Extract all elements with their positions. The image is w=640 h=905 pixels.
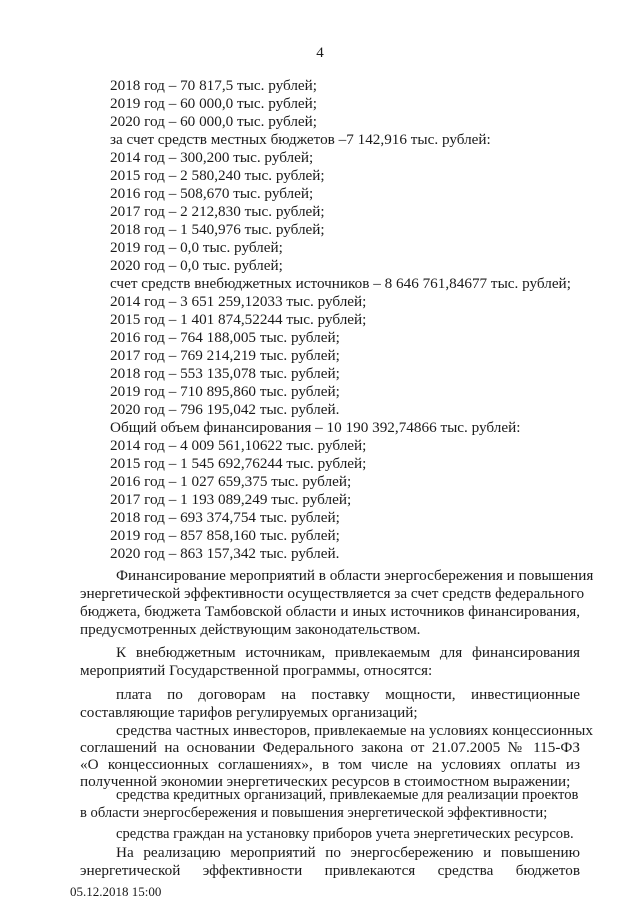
funding-line: 2019 год – 0,0 тыс. рублей;: [110, 239, 283, 256]
paragraph-line: Финансирование мероприятий в области энергосбережения и повышения: [116, 567, 594, 584]
paragraph-line: плата по договорам на поставку мощности, инвестиционные: [116, 686, 580, 703]
paragraph-line: мероприятий Государственной программы, относятся:: [80, 662, 433, 679]
paragraph-line: «О концессионных соглашениях», в том числе на условиях оплаты из: [80, 756, 580, 773]
funding-line: 2020 год – 0,0 тыс. рублей;: [110, 257, 283, 274]
funding-line: Общий объем финансирования – 10 190 392,74866 тыс. рублей:: [110, 419, 521, 436]
funding-line: 2019 год – 710 895,860 тыс. рублей;: [110, 383, 340, 400]
paragraph-line: в области энергосбережения и повышения энергетической эффективности;: [80, 805, 548, 821]
paragraph-line: предусмотренных действующим законодательством.: [80, 621, 421, 638]
funding-line: 2014 год – 3 651 259,12033 тыс. рублей;: [110, 293, 367, 310]
funding-line: 2018 год – 70 817,5 тыс. рублей;: [110, 77, 318, 94]
paragraph-line: полученной экономии энергетических ресурсов в стоимостном выражении;: [80, 773, 571, 790]
funding-line: счет средств внебюджетных источников – 8 646 761,84677 тыс. рублей;: [110, 275, 571, 292]
funding-line: 2020 год – 796 195,042 тыс. рублей.: [110, 401, 340, 418]
paragraph-line: средства частных инвесторов, привлекаемые на условиях концессионных: [116, 722, 593, 739]
paragraph-line: соглашений на основании Федерального закона от 21.07.2005 № 115-ФЗ: [80, 739, 580, 756]
paragraph-line: энергетической эффективности осуществляется за счет средств федерального: [80, 585, 585, 602]
funding-line: 2015 год – 1 545 692,76244 тыс. рублей;: [110, 455, 367, 472]
funding-line: 2018 год – 693 374,754 тыс. рублей;: [110, 509, 340, 526]
paragraph-line: бюджета, бюджета Тамбовской области и иных источников финансирования,: [80, 603, 580, 620]
paragraph-line: К внебюджетным источникам, привлекаемым для финансирования: [116, 644, 580, 661]
funding-line: 2018 год – 553 135,078 тыс. рублей;: [110, 365, 340, 382]
funding-line: 2016 год – 1 027 659,375 тыс. рублей;: [110, 473, 352, 490]
funding-line: 2016 год – 508,670 тыс. рублей;: [110, 185, 314, 202]
funding-line: 2015 год – 2 580,240 тыс. рублей;: [110, 167, 325, 184]
funding-line: 2014 год – 300,200 тыс. рублей;: [110, 149, 314, 166]
funding-line: 2015 год – 1 401 874,52244 тыс. рублей;: [110, 311, 367, 328]
paragraph-line: На реализацию мероприятий по энергосбережению и повышению: [116, 844, 580, 861]
paragraph-line: энергетической эффективности привлекаются средства бюджетов: [80, 862, 580, 879]
page-number: 4: [316, 45, 324, 61]
funding-line: 2014 год – 4 009 561,10622 тыс. рублей;: [110, 437, 367, 454]
print-timestamp: 05.12.2018 15:00: [70, 884, 162, 899]
paragraph-line: составляющие тарифов регулируемых организаций;: [80, 704, 418, 721]
funding-line: 2018 год – 1 540,976 тыс. рублей;: [110, 221, 325, 238]
funding-line: 2017 год – 769 214,219 тыс. рублей;: [110, 347, 340, 364]
funding-line: 2017 год – 2 212,830 тыс. рублей;: [110, 203, 325, 220]
funding-line: 2019 год – 60 000,0 тыс. рублей;: [110, 95, 318, 112]
funding-line: 2016 год – 764 188,005 тыс. рублей;: [110, 329, 340, 346]
paragraph-line: средства кредитных организаций, привлекаемые для реализации проектов: [116, 787, 579, 803]
paragraph-line: средства граждан на установку приборов учета энергетических ресурсов.: [116, 826, 574, 842]
funding-line: за счет средств местных бюджетов –7 142,916 тыс. рублей:: [110, 131, 491, 148]
funding-line: 2020 год – 863 157,342 тыс. рублей.: [110, 545, 340, 562]
funding-line: 2017 год – 1 193 089,249 тыс. рублей;: [110, 491, 352, 508]
funding-line: 2019 год – 857 858,160 тыс. рублей;: [110, 527, 340, 544]
funding-line: 2020 год – 60 000,0 тыс. рублей;: [110, 113, 318, 130]
